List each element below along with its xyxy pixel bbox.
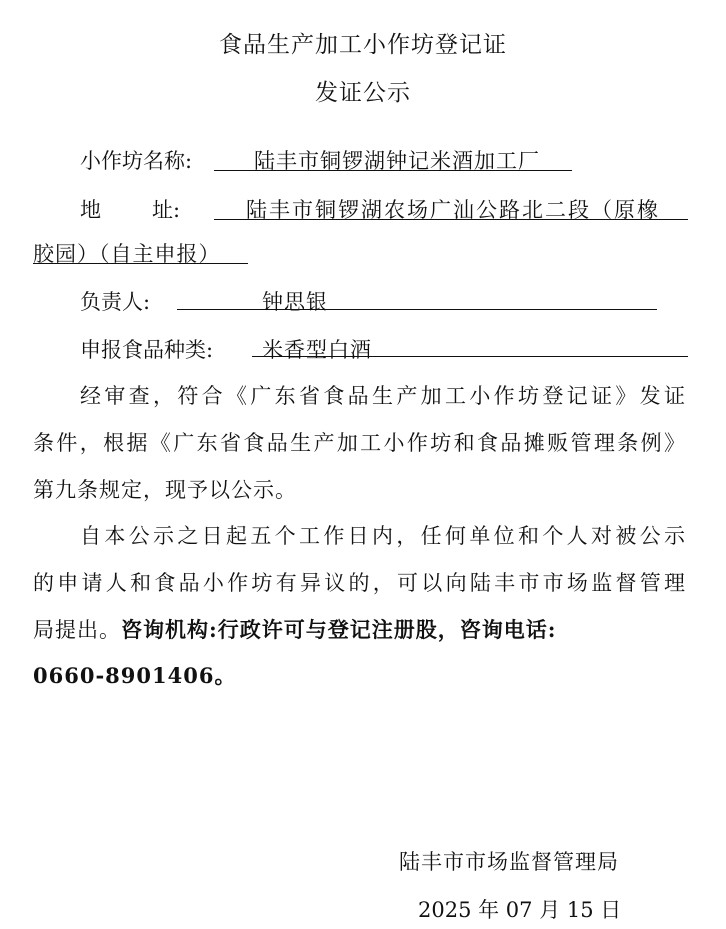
paragraph2-line3	[33, 614, 686, 644]
consulting-phone-number: 0660-8901406。	[33, 663, 237, 688]
workshop-name-label: 小作坊名称:	[80, 149, 193, 173]
workshop-name-value: 陆丰市铜锣湖钟记米酒加工厂	[254, 149, 540, 173]
food-category-label: 申报食品种类:	[80, 338, 214, 362]
address-value-line2: 胶园）（自主申报）	[33, 242, 221, 266]
paragraph2-line1: 自本公示之日起五个工作日内，任何单位和个人对被公示	[80, 524, 686, 548]
consulting-contact-text: 咨询机构:行政许可与登记注册股，咨询电话:	[121, 617, 557, 642]
paragraph1-line2: 条件，根据《广东省食品生产加工小作坊和食品摊贩管理条例》	[33, 431, 686, 455]
responsible-person-underline	[177, 309, 657, 310]
paragraph2-line3-normal: 局提出。	[33, 618, 121, 642]
issue-date: 2025 年 07 月 15 日	[418, 898, 622, 922]
paragraph1-line1: 经审查，符合《广东省食品生产加工小作坊登记证》发证	[80, 384, 686, 408]
address-label-part2: 址:	[152, 198, 181, 222]
address-label-part1: 地	[80, 198, 101, 222]
paragraph1-line3: 第九条规定，现予以公示。	[33, 478, 297, 502]
document-title: 食品生产加工小作坊登记证	[219, 32, 507, 58]
document-subtitle: 发证公示	[315, 80, 411, 106]
responsible-person-label: 负责人:	[80, 290, 151, 314]
responsible-person-value: 钟思银	[262, 290, 328, 314]
address-value-line1: 陆丰市铜锣湖农场广汕公路北二段（原橡	[246, 198, 660, 222]
paragraph2-line2: 的申请人和食品小作坊有异议的，可以向陆丰市市场监督管理	[33, 571, 686, 595]
food-category-value: 米香型白酒	[262, 338, 372, 362]
issuing-authority: 陆丰市市场监督管理局	[399, 850, 619, 874]
